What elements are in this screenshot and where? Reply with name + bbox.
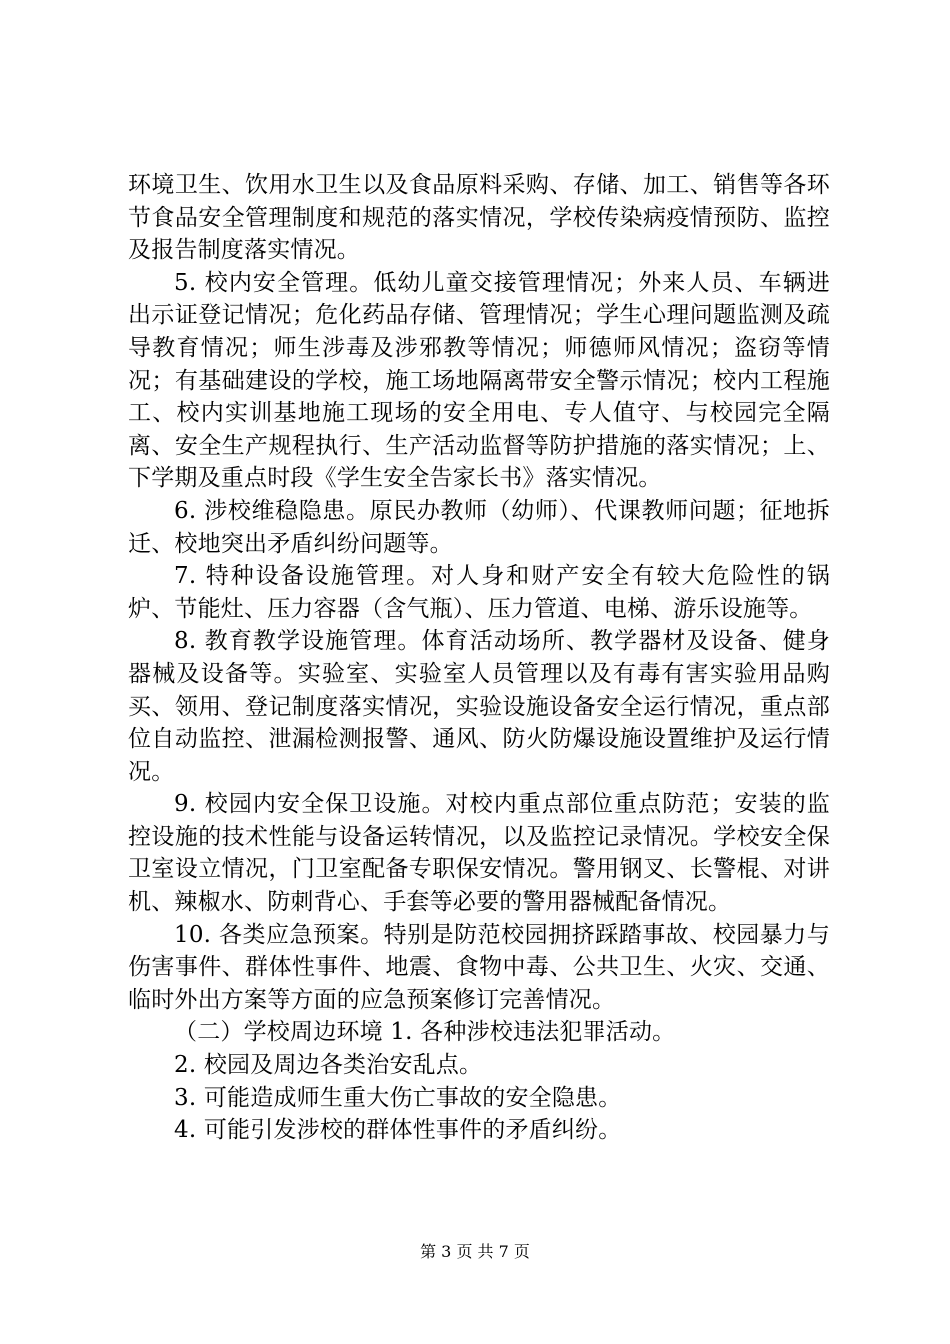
paragraph-item-5: 5. 校内安全管理。低幼儿童交接管理情况；外来人员、车辆进出示证登记情况；危化药品存储、管理情况；学生心理问题监测及疏导教育情况；师生涉毒及涉邪教等情况；师德师风情况；盗窃等情况；有基础建设的学校，施工场地隔离带安全警示情况；校内工程施工、校内实训基地施工现场的安全用电、专人值守、与校园完全隔离、安全生产规程执行、生产活动监督等防护措施的落实情况；上、下学期及重点时段《学生安全告家长书》落实情况。 <box>128 269 830 492</box>
paragraph-section-2-item-3: 3. 可能造成师生重大伤亡事故的安全隐患。 <box>174 1084 622 1111</box>
page-footer <box>0 1242 950 1262</box>
page-number-label: 第 3 页 共 7 页 <box>420 1242 530 1261</box>
paragraph-continuation: 环境卫生、饮用水卫生以及食品原料采购、存储、加工、销售等各环节食品安全管理制度和规范的落实情况，学校传染病疫情预防、监控及报告制度落实情况。 <box>128 172 830 264</box>
paragraph-section-2-item-4: 4. 可能引发涉校的群体性事件的矛盾纠纷。 <box>174 1117 622 1144</box>
paragraph-item-9: 9. 校园内安全保卫设施。对校内重点部位重点防范；安装的监控设施的技术性能与设备运转情况，以及监控记录情况。学校安全保卫室设立情况，门卫室配备专职保安情况。警用钢叉、长警棍、对讲机、辣椒水、防刺背心、手套等必要的警用器械配备情况。 <box>128 791 830 916</box>
paragraph-item-6: 6. 涉校维稳隐患。原民办教师（幼师）、代课教师问题；征地拆迁、校地突出矛盾纠纷问题等。 <box>128 497 830 557</box>
paragraph-item-7: 7. 特种设备设施管理。对人身和财产安全有较大危险性的锅炉、节能灶、压力容器（含气瓶）、压力管道、电梯、游乐设施等。 <box>128 563 830 622</box>
paragraph-item-8: 8. 教育教学设施管理。体育活动场所、教学器材及设备、健身器械及设备等。实验室、实验室人员管理以及有毒有害实验用品购买、领用、登记制度落实情况，实验设施设备安全运行情况，重点部位自动监控、泄漏检测报警、通风、防火防爆设施设置维护及运行情况。 <box>128 628 830 785</box>
document-body <box>128 169 830 1147</box>
paragraph-section-2: （二）学校周边环境 1. 各种涉校违法犯罪活动。 <box>174 1019 676 1046</box>
paragraph-section-2-item-2: 2. 校园及周边各类治安乱点。 <box>174 1052 483 1079</box>
paragraph-item-10: 10. 各类应急预案。特别是防范校园拥挤踩踏事故、校园暴力与伤害事件、群体性事件、地震、食物中毒、公共卫生、火灾、交通、临时外出方案等方面的应急预案修订完善情况。 <box>128 921 830 1013</box>
